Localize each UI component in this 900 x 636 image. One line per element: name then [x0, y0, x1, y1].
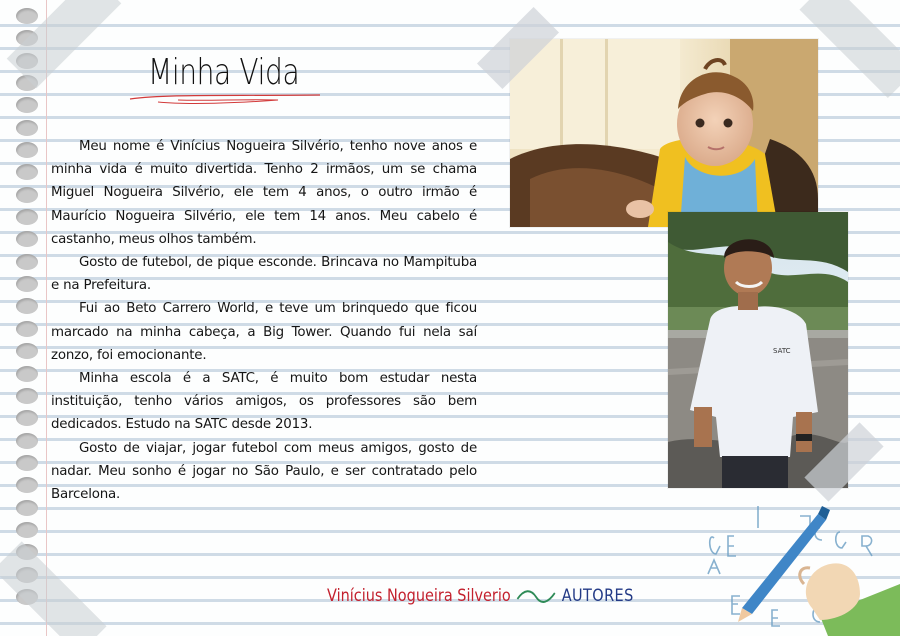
binder-hole: [16, 500, 38, 516]
binder-hole: [16, 276, 38, 292]
boy-photo-image: [668, 212, 848, 488]
baby-photo: [510, 39, 818, 227]
paragraph-1: Meu nome é Vinícius Nogueira Silvério, tenho nove anos e minha vida é muito divertida. Tenho 2 irmãos, um se chama Miguel Nogueira Silvério, ele tem 4 anos, o outro irmão é Maurício Nogueira Silvério, ele tem 14 anos. Meu cabelo é castanho, meus olhos também.: [51, 139, 477, 247]
tape-bottom-left: [0, 541, 107, 636]
paragraph-2: Gosto de futebol, de pique esconde. Brincava no Mampituba e na Prefeitura.: [51, 255, 477, 294]
author-name: Vinícius Nogueira Silverio: [327, 586, 511, 606]
hand-writing-decoration: [700, 496, 900, 636]
title-underline: [128, 90, 323, 108]
binder-holes: [16, 8, 38, 611]
paragraph-3: Fui ao Beto Carrero World, e teve um brinquedo que ficou marcado na minha cabeça, a Big Tower. Quando fui nela saí zonzo, foi emocionante.: [51, 301, 477, 363]
shirt-label: SATC: [773, 347, 791, 355]
binder-hole: [16, 455, 38, 471]
binder-hole: [16, 477, 38, 493]
binder-hole: [16, 231, 38, 247]
wave-icon: [516, 587, 557, 605]
baby-photo-image: [510, 39, 818, 227]
binder-hole: [16, 254, 38, 270]
paragraph-4: Minha escola é a SATC, é muito bom estudar nesta instituição, tenho vários amigos, os professores são bem dedicados. Estudo na SATC desde 2013.: [51, 371, 477, 433]
binder-hole: [16, 142, 38, 158]
page-title: Minha Vida: [148, 52, 300, 93]
author-footer: [327, 586, 634, 606]
binder-hole: [16, 522, 38, 538]
binder-hole: [16, 388, 38, 404]
binder-hole: [16, 366, 38, 382]
binder-hole: [16, 97, 38, 113]
paragraph-5: Gosto de viajar, jogar futebol com meus amigos, gosto de nadar. Meu sonho é jogar no São Paulo, e ser contratado pelo Barcelona.: [51, 440, 477, 503]
binder-hole: [16, 343, 38, 359]
binder-hole: [16, 321, 38, 337]
margin-line: [46, 0, 47, 636]
binder-hole: [16, 433, 38, 449]
binder-hole: [16, 187, 38, 203]
binder-hole: [16, 164, 38, 180]
autores-link[interactable]: AUTORES: [561, 586, 634, 606]
binder-hole: [16, 209, 38, 225]
binder-hole: [16, 8, 38, 24]
boy-photo: [668, 212, 848, 488]
binder-hole: [16, 120, 38, 136]
body-text: [51, 135, 477, 506]
binder-hole: [16, 410, 38, 426]
binder-hole: [16, 298, 38, 314]
